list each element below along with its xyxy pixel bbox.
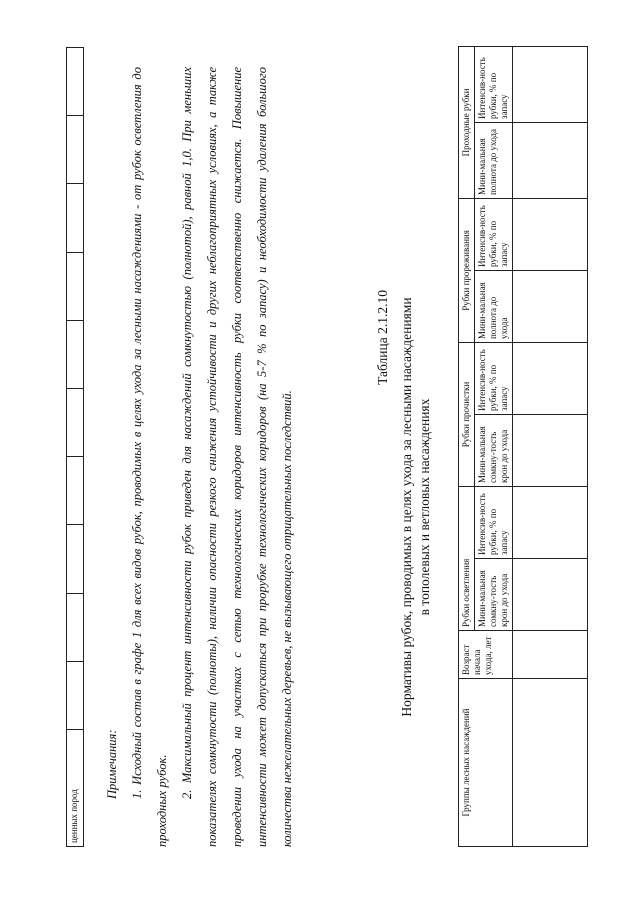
notes-block: [100, 67, 300, 847]
strip-cell-label: ценных пород: [67, 730, 84, 847]
subheader-intensity: Интенсив-ность рубки, % по запасу: [475, 46, 513, 122]
subheader-min-density: Мини-мальная полнота до ухода: [475, 270, 513, 342]
strip-cell: [67, 389, 84, 457]
subheader-intensity: Интенсив-ность рубки, % по запасу: [475, 486, 513, 558]
table-cell: [513, 631, 588, 679]
table-cell: [513, 486, 588, 558]
table-title-line-2: в тополевых и ветловых насаждениях: [417, 398, 432, 616]
notes-heading: Примечания:: [105, 729, 119, 799]
strip-cell: [67, 116, 84, 184]
table-cell: [513, 122, 588, 198]
strip-cell: [67, 252, 84, 320]
note-1: 1. Исходный состав в графе 1 для всех видов рубок, проводимых в целях ухода за лесными насаждениями - от рубок осветления до проходных рубок.: [130, 67, 169, 847]
header-age: Возраст начала ухода, лет: [459, 631, 513, 679]
header-cleaning: Рубки прочистки: [459, 342, 475, 486]
note-2: 2. Максимальный процент интенсивности рубок приведен для насаждений сомкнутостью (полнотой), равной 1,0. При меньших показателях сомкнутости (полноты), наличии опасности резкого снижения устойчивости и других неблагоприятных условиях, а также проведении ухода на участках с сетью технологических коридоров интенсивность рубки соответственно снижается. Повышение интенсивности может допускаться при прорубке технологических коридоров (на 5-7 % по запасу) и необходимости удаления большого количества нежелательных деревьев, не вызывающего отрицательных последствий.: [180, 67, 294, 847]
subheader-min-crown: Мини-мальная сомкну-тость крон до ухода: [475, 559, 513, 631]
header-clearing: Рубки осветления: [459, 486, 475, 630]
subheader-min-density: Мини-мальная полнота до ухода: [475, 122, 513, 198]
norms-table: [458, 46, 588, 847]
strip-cell: [67, 457, 84, 525]
table-cell: [513, 414, 588, 486]
table-cell: [513, 679, 588, 847]
strip-cell: [67, 48, 84, 116]
subheader-min-crown: Мини-мальная сомкну-тость крон до ухода: [475, 414, 513, 486]
header-thinning: Рубки прореживания: [459, 198, 475, 342]
continuation-table-row: [66, 47, 84, 847]
header-groups: Группы лесных насаждений: [459, 679, 513, 847]
table-number: Таблица 2.1.2.10: [375, 290, 390, 385]
subheader-intensity: Интенсив-ность рубки, % по запасу: [475, 342, 513, 414]
strip-cell: [67, 320, 84, 388]
table-cell: [513, 342, 588, 414]
table-cell: [513, 46, 588, 122]
header-passing: Проходные рубки: [459, 46, 475, 198]
subheader-intensity: Интенсив-ность рубки, % по запасу: [475, 198, 513, 270]
table-cell: [513, 270, 588, 342]
strip-cell: [67, 661, 84, 729]
table-cell: [513, 198, 588, 270]
strip-cell: [67, 184, 84, 252]
table-title: [398, 167, 434, 847]
strip-cell: [67, 593, 84, 661]
table-title-line-1: Нормативы рубок, проводимых в целях ухода за лесными насаждениями: [399, 297, 414, 717]
table-cell: [513, 559, 588, 631]
strip-cell: [67, 525, 84, 593]
